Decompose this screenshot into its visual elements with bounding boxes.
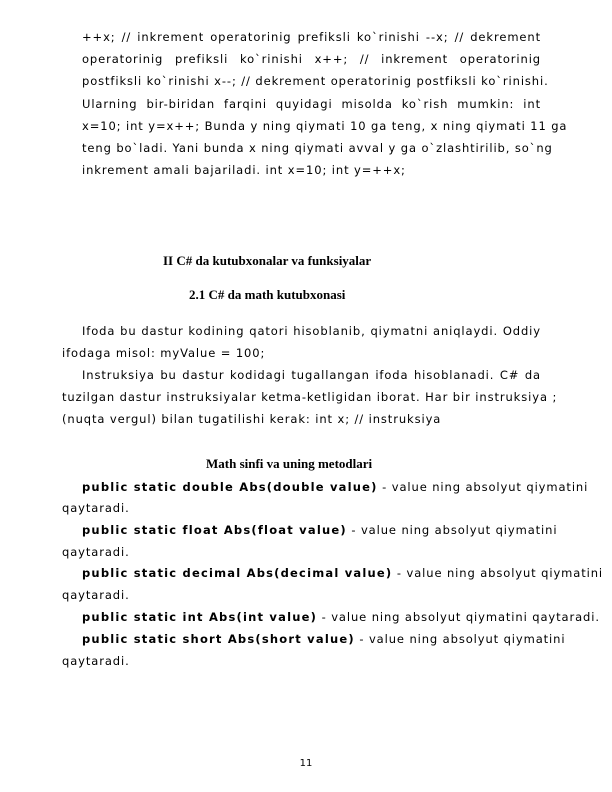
method-line-cont: qaytaradi. (62, 545, 130, 559)
method-signature: public static short Abs(short value) (82, 632, 355, 646)
method-line (82, 632, 566, 646)
paragraph-line: postfiksli ko`rinishi x--; // dekrement operatorinig postfiksli ko`rinishi. (82, 74, 549, 88)
paragraph-line: ifodaga misol: myValue = 100; (62, 346, 266, 360)
method-signature: public static decimal Abs(decimal value) (82, 566, 393, 580)
method-line-cont: qaytaradi. (62, 501, 130, 515)
method-line-cont: qaytaradi. (62, 654, 130, 668)
method-line-cont: qaytaradi. (62, 588, 130, 602)
paragraph-line: (nuqta vergul) bilan tugatilishi kerak: int x; // instruksiya (62, 412, 442, 426)
method-description: - value ning absolyut qiymatini (377, 480, 589, 494)
method-signature: public static int Abs(int value) (82, 610, 318, 624)
method-line (82, 523, 558, 537)
paragraph-line: tuzilgan dastur instruksiyalar ketma-ketligidan iborat. Har bir instruksiya ; (62, 390, 558, 404)
paragraph-line: Ularning bir-biridan farqini quyidagi misolda ko`rish mumkin: int (82, 97, 541, 111)
method-line (82, 480, 589, 494)
page-number: 11 (299, 758, 313, 769)
method-line (82, 566, 603, 580)
paragraph-line: ++x; // inkrement operatorinig prefiksli ko`rinishi --x; // dekrement (82, 30, 541, 44)
method-description: - value ning absolyut qiymatini (346, 523, 558, 537)
section-heading: 2.1 C# da math kutubxonasi (189, 287, 346, 302)
paragraph-line: x=10; int y=x++; Bunda y ning qiymati 10 ga teng, x ning qiymati 11 ga (82, 119, 568, 133)
paragraph-line: inkrement amali bajariladi. int x=10; int y=++x; (82, 163, 406, 177)
chapter-heading: II C# da kutubxonalar va funksiyalar (163, 253, 372, 268)
method-signature: public static float Abs(float value) (82, 523, 347, 537)
paragraph-line: Ifoda bu dastur kodining qatori hisoblanib, qiymatni aniqlaydi. Oddiy (82, 324, 541, 338)
paragraph-line: teng bo`ladi. Yani bunda x ning qiymati avval y ga o`zlashtirilib, so`ng (82, 141, 553, 155)
paragraph-line: operatorinig prefiksli ko`rinishi x++; // inkrement operatorinig (82, 52, 541, 66)
method-description: - value ning absolyut qiymatini (354, 632, 566, 646)
subsection-heading: Math sinfi va uning metodlari (206, 456, 373, 471)
method-line (82, 610, 600, 624)
method-description: - value ning absolyut qiymatini (392, 566, 603, 580)
paragraph-line: Instruksiya bu dastur kodidagi tugallangan ifoda hisoblanadi. C# da (82, 368, 541, 382)
method-description: - value ning absolyut qiymatini qaytaradi. (317, 610, 600, 624)
method-signature: public static double Abs(double value) (82, 480, 378, 494)
